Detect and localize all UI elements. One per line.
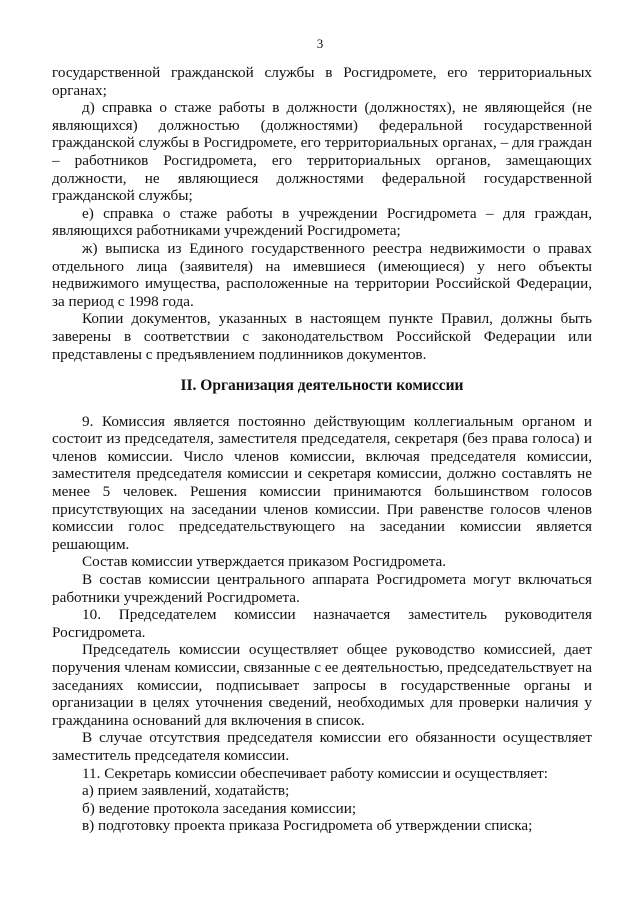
paragraph: Копии документов, указанных в настоящем пункте Правил, должны быть заверены в соответствии с законодательством Российской Федерации или представлены с предъявлением подлинников документов. bbox=[52, 310, 592, 363]
paragraph: В состав комиссии центрального аппарата Росгидромета могут включаться работники учреждений Росгидромета. bbox=[52, 571, 592, 606]
paragraph: д) справка о стаже работы в должности (должностях), не являющейся (не являющихся) должностью (должностями) федеральной государственной гражданской службы в Росгидромете, его территориальных органах, – для граждан – работников Росгидромета, его территориальных органов, замещающих должности, не являющиеся должностями федеральной государственной гражданской службы; bbox=[52, 99, 592, 205]
paragraph: В случае отсутствия председателя комиссии его обязанности осуществляет заместитель председателя комиссии. bbox=[52, 729, 592, 764]
document-body bbox=[52, 64, 592, 835]
paragraph: ж) выписка из Единого государственного реестра недвижимости о правах отдельного лица (заявителя) на имевшиеся (имеющиеся) у него объекты недвижимого имущества, расположенные на территории Российской Федерации, за период с 1998 года. bbox=[52, 239, 592, 310]
paragraph: 11. Секретарь комиссии обеспечивает работу комиссии и осуществляет: bbox=[82, 764, 548, 782]
paragraph: 10. Председателем комиссии назначается заместитель руководителя Росгидромета. bbox=[52, 606, 592, 641]
paragraph: е) справка о стаже работы в учреждении Росгидромета – для граждан, являющихся работниками учреждений Росгидромета; bbox=[52, 204, 592, 240]
paragraph: Состав комиссии утверждается приказом Росгидромета. bbox=[82, 553, 447, 571]
list-item: в) подготовку проекта приказа Росгидромета об утверждении списка; bbox=[82, 817, 533, 835]
paragraph: Председатель комиссии осуществляет общее руководство комиссией, дает поручения членам комиссии, связанные с ее деятельностью, председательствует на заседаниях комиссии, подписывает запросы в государственные органы и организации в целях уточнения сведений, необходимых для проверки наличия у гражданина оснований для включения в список. bbox=[52, 641, 592, 729]
list-item: а) прием заявлений, ходатайств; bbox=[82, 782, 290, 800]
list-item: б) ведение протокола заседания комиссии; bbox=[82, 799, 357, 817]
page-number: 3 bbox=[316, 36, 324, 51]
paragraph: 9. Комиссия является постоянно действующим коллегиальным органом и состоит из председателя, заместителя председателя, секретаря (без права голоса) и членов комиссии. Число членов комиссии, включая председателя комиссии, заместителя председателя комиссии и секретаря комиссии, должно составлять не менее 5 человек. Решения комиссии принимаются большинством голосов присутствующих на заседании членов комиссии. При равенстве голосов членов комиссии голос председательствующего на заседании комиссии является решающим. bbox=[52, 412, 592, 553]
section-heading: II. Организация деятельности комиссии bbox=[180, 377, 464, 395]
paragraph: государственной гражданской службы в Росгидромете, его территориальных органах; bbox=[52, 64, 592, 99]
